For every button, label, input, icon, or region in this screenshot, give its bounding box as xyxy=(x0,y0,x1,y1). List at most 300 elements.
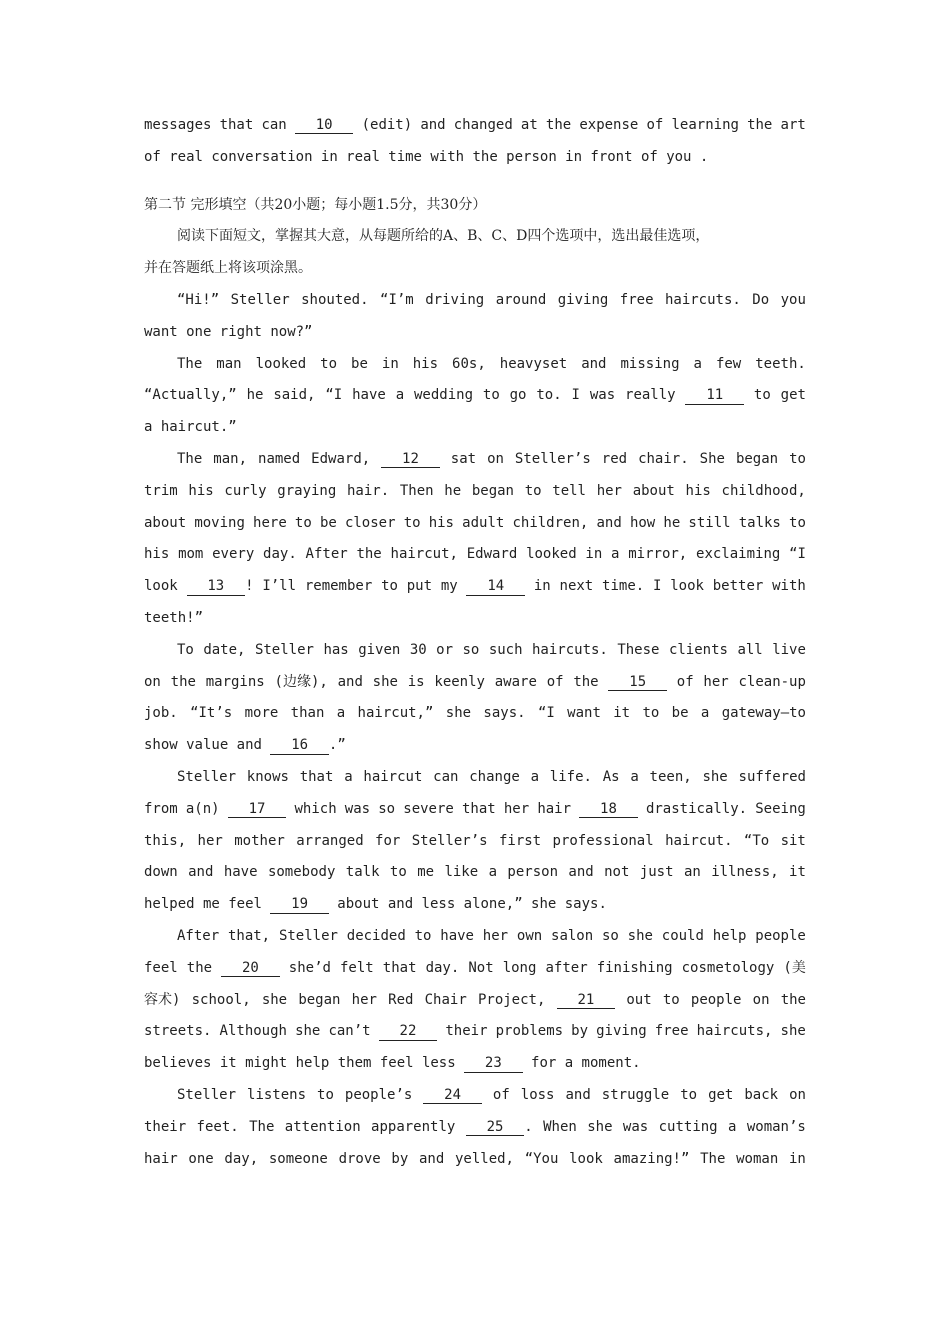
word: long xyxy=(502,959,537,976)
blank-word xyxy=(466,571,525,603)
word: that xyxy=(219,117,254,133)
word: person xyxy=(507,864,558,881)
word: adult xyxy=(462,514,505,531)
word: that xyxy=(382,959,417,976)
section-heading xyxy=(144,190,806,222)
word: to xyxy=(753,387,771,404)
word: this, xyxy=(144,832,187,849)
word: graying xyxy=(277,482,337,499)
word: how xyxy=(629,514,656,531)
word: so xyxy=(601,927,619,944)
text-line xyxy=(144,1144,806,1176)
word: changed xyxy=(453,117,513,133)
word: all xyxy=(737,641,763,658)
blank-word: 25 . xyxy=(466,1112,533,1144)
word: she xyxy=(261,991,288,1008)
word: school, xyxy=(191,991,251,1008)
word: named xyxy=(258,450,301,467)
word: “To xyxy=(743,832,770,849)
word: on xyxy=(789,1086,806,1103)
word: was xyxy=(344,800,371,817)
word: a xyxy=(530,768,540,785)
word: of xyxy=(676,673,694,690)
word: from xyxy=(144,800,178,817)
word: Edward xyxy=(466,546,518,563)
word: I’ll xyxy=(262,578,297,595)
word: it xyxy=(219,1055,237,1072)
text-line xyxy=(144,1048,806,1080)
word: The xyxy=(177,355,203,372)
word: Chair xyxy=(424,991,467,1008)
text-line xyxy=(144,921,806,953)
answer-blank: 20 xyxy=(221,961,280,977)
word: have xyxy=(352,387,386,404)
answer-blank: 16 xyxy=(270,738,329,754)
word: says. xyxy=(564,896,607,913)
word: she xyxy=(531,896,557,913)
word: every xyxy=(212,546,255,563)
text-line xyxy=(144,317,806,349)
answer-blank: 23 xyxy=(464,1056,523,1072)
word: day. xyxy=(425,959,460,976)
answer-blank: 22 xyxy=(379,1024,438,1040)
word: to xyxy=(389,864,407,881)
word: be xyxy=(319,514,337,531)
word: the xyxy=(472,148,498,165)
word: look xyxy=(569,1150,603,1167)
word: to xyxy=(294,514,312,531)
word: her xyxy=(503,800,530,817)
word: more xyxy=(244,705,279,722)
word: talk xyxy=(345,864,380,881)
word: clean-up xyxy=(738,673,806,690)
word: Seeing xyxy=(755,800,806,817)
word: want xyxy=(567,705,601,722)
word: few xyxy=(715,355,742,372)
word: Steller xyxy=(177,1086,237,1103)
word: to xyxy=(680,1086,698,1103)
word: professional xyxy=(552,832,654,849)
word: a xyxy=(728,1118,737,1135)
word: to xyxy=(482,387,500,404)
word: yelled, xyxy=(454,1150,514,1167)
word: a xyxy=(488,864,498,881)
word: than xyxy=(290,705,325,722)
word: finishing xyxy=(596,959,673,976)
word: began xyxy=(735,450,779,467)
answer-blank: 21 xyxy=(557,993,616,1009)
blank-word xyxy=(295,110,354,142)
word: a xyxy=(344,768,353,785)
word: illness, xyxy=(711,864,779,881)
word: in xyxy=(533,578,551,595)
text-line xyxy=(144,349,806,381)
word: apparently xyxy=(371,1118,456,1135)
word: After xyxy=(177,927,220,944)
word: The xyxy=(177,450,203,467)
word: she’d xyxy=(288,959,331,976)
word: of xyxy=(144,148,161,165)
word: one xyxy=(186,323,212,340)
word: a xyxy=(336,705,346,722)
word: in xyxy=(788,1150,806,1167)
word: As xyxy=(602,768,620,785)
word: Then xyxy=(399,482,434,499)
blank-word xyxy=(557,985,616,1017)
word: in xyxy=(320,148,338,165)
word: get xyxy=(780,387,806,404)
word: haircut xyxy=(363,768,423,785)
text-line xyxy=(144,142,806,174)
word: and xyxy=(581,355,607,372)
word: with xyxy=(772,578,806,595)
word: free xyxy=(654,1023,689,1040)
word: not xyxy=(604,864,630,881)
word: time xyxy=(388,148,422,165)
word: feel xyxy=(379,1055,414,1072)
document-page xyxy=(144,110,806,1175)
word: These xyxy=(617,641,660,658)
word: be xyxy=(351,355,368,372)
word: the xyxy=(170,673,196,690)
text-line xyxy=(144,380,806,412)
word: of xyxy=(640,148,658,165)
word: “It’s xyxy=(190,705,233,722)
text-line xyxy=(144,110,806,142)
word: “You xyxy=(524,1150,559,1167)
instruction-line xyxy=(144,253,806,285)
word: with xyxy=(430,148,465,165)
word: have xyxy=(440,927,474,944)
word: haircut. xyxy=(665,832,733,849)
word: value xyxy=(186,737,229,754)
word: on xyxy=(144,673,161,690)
word: change xyxy=(469,768,520,785)
word: a xyxy=(693,355,702,372)
word: help xyxy=(712,927,747,944)
word: for xyxy=(375,832,401,849)
word: about xyxy=(337,896,380,913)
word: at xyxy=(520,117,538,133)
word: (美 xyxy=(783,959,806,976)
word: to xyxy=(381,578,398,595)
word: a xyxy=(611,546,620,563)
word: says. xyxy=(483,705,526,722)
word: go xyxy=(509,387,527,404)
word: salon xyxy=(551,927,594,944)
word: feel xyxy=(228,896,262,913)
word: a xyxy=(630,768,639,785)
text-line xyxy=(144,285,806,317)
text-line xyxy=(144,953,806,985)
word: haircuts. xyxy=(532,641,608,658)
word: After xyxy=(305,546,348,563)
blank-word xyxy=(270,889,329,921)
word: moving xyxy=(194,514,245,531)
word: closer xyxy=(344,514,396,531)
answer-blank: 24 xyxy=(423,1088,482,1104)
word: haircut.” xyxy=(160,419,237,436)
text-line xyxy=(144,762,806,794)
word: show xyxy=(144,737,178,754)
word: sat xyxy=(450,450,477,467)
word: arranged xyxy=(296,832,364,849)
word: he xyxy=(246,387,264,404)
word: was xyxy=(589,387,616,404)
word: people xyxy=(755,927,806,944)
word: helped xyxy=(144,896,195,913)
word: and xyxy=(387,896,414,913)
word: to xyxy=(642,705,660,722)
word: tell xyxy=(552,482,586,499)
word: can xyxy=(433,768,459,785)
word: he xyxy=(444,482,462,499)
word: for xyxy=(531,1055,557,1072)
word: suffered xyxy=(738,768,806,785)
word: live xyxy=(772,641,806,658)
word: she xyxy=(780,1023,806,1040)
blank-word: 13 ! xyxy=(187,571,254,603)
word: just xyxy=(639,864,674,881)
word: here xyxy=(253,514,287,531)
blank-word xyxy=(464,1048,523,1080)
word: keenly xyxy=(434,673,485,690)
word: mirror, xyxy=(628,546,688,563)
word: remember xyxy=(304,578,373,595)
word: haircuts. xyxy=(664,291,741,308)
word: talks xyxy=(738,514,781,531)
word: day, xyxy=(224,1150,259,1167)
word: teeth!” xyxy=(144,609,204,626)
word: margins xyxy=(205,673,265,690)
word: his xyxy=(412,355,439,372)
word: is xyxy=(407,673,425,690)
word: an xyxy=(683,864,701,881)
word: haircut,” xyxy=(357,705,434,722)
word: their xyxy=(144,1118,187,1135)
word: learning xyxy=(671,117,739,133)
instruction-line xyxy=(144,221,806,253)
word: clients xyxy=(668,641,728,658)
text-line xyxy=(144,698,806,730)
word: about xyxy=(144,514,187,531)
word: one xyxy=(188,1150,214,1167)
instruction-text: 并在答题纸上将该项涂黑。 xyxy=(144,260,312,277)
word: the xyxy=(545,117,572,133)
word: missing xyxy=(620,355,680,372)
word: back xyxy=(744,1086,779,1103)
word: a(n) xyxy=(185,800,220,817)
word: in xyxy=(565,148,582,165)
word: them xyxy=(337,1055,372,1072)
word: she xyxy=(295,1023,321,1040)
word: has xyxy=(323,641,349,658)
word: feet. xyxy=(196,1118,239,1135)
word: a xyxy=(564,1055,574,1072)
word: “I’m xyxy=(380,291,414,308)
text-line xyxy=(144,444,806,476)
blank-word xyxy=(228,794,287,826)
text-line xyxy=(144,635,806,667)
text-line xyxy=(144,1080,806,1112)
word: began xyxy=(471,482,514,499)
word: look xyxy=(144,578,178,595)
word: shouted. xyxy=(301,291,369,308)
word: (边缘), xyxy=(274,673,328,690)
word: man, xyxy=(213,450,248,467)
word: art xyxy=(780,117,806,133)
word: down xyxy=(144,864,178,881)
word: to xyxy=(789,450,806,467)
word: you xyxy=(780,291,806,308)
word: to xyxy=(414,927,432,944)
word: less xyxy=(421,896,456,913)
word: right xyxy=(219,323,262,340)
word: gateway—to xyxy=(721,705,806,722)
word: expense xyxy=(579,117,639,133)
word: to. xyxy=(536,387,562,404)
word: on xyxy=(752,991,770,1008)
word: drove xyxy=(338,1150,381,1167)
text-line xyxy=(144,1016,806,1048)
word: loss xyxy=(520,1086,555,1103)
word: I xyxy=(652,578,662,595)
word: mother xyxy=(234,832,285,849)
text-line xyxy=(144,794,806,826)
word: my xyxy=(440,578,458,595)
word: look xyxy=(670,578,704,595)
word: drastically. xyxy=(645,800,748,817)
word: or xyxy=(436,641,454,658)
word: “Hi!” xyxy=(177,291,220,308)
word: about xyxy=(632,482,675,499)
blank-word xyxy=(608,667,667,699)
word: after xyxy=(545,959,588,976)
word: She xyxy=(699,450,725,467)
text-line xyxy=(144,603,806,635)
word: conversation xyxy=(211,148,313,165)
word: Project, xyxy=(477,991,546,1008)
word: might xyxy=(245,1055,288,1072)
word: The xyxy=(249,1118,275,1135)
word: the xyxy=(186,959,213,976)
word: felt xyxy=(340,959,374,976)
word: When xyxy=(543,1118,577,1135)
word: and xyxy=(420,117,446,133)
word: he xyxy=(663,514,681,531)
word: given xyxy=(358,641,401,658)
word: such xyxy=(488,641,523,658)
word: that, xyxy=(227,927,271,944)
word: and xyxy=(568,864,594,881)
word: she xyxy=(627,927,653,944)
word: the xyxy=(356,546,382,563)
word: red xyxy=(601,450,628,467)
word: their xyxy=(445,1023,488,1040)
answer-blank: 18 xyxy=(579,802,638,818)
text-line xyxy=(144,985,806,1017)
answer-blank: 15 xyxy=(608,675,667,691)
blank-word xyxy=(381,444,440,476)
word: feel xyxy=(144,959,178,976)
word: listens xyxy=(247,1086,307,1103)
word: giving xyxy=(557,291,609,308)
word: a xyxy=(395,387,405,404)
word: giving xyxy=(596,1023,647,1040)
word: job. xyxy=(144,705,178,722)
word: man xyxy=(216,355,242,372)
word: to xyxy=(403,514,421,531)
word: Do xyxy=(752,291,770,308)
section-heading-text: 第二节 完形填空（共20小题；每小题1.5分，共30分） xyxy=(144,196,487,213)
word: free xyxy=(619,291,654,308)
word: believes xyxy=(144,1055,212,1072)
word: by xyxy=(391,1150,409,1167)
word: get xyxy=(708,1086,734,1103)
word: amazing!” xyxy=(613,1150,690,1167)
text-line xyxy=(144,826,806,858)
word: trim xyxy=(144,482,178,499)
word: put xyxy=(406,578,433,595)
word: want xyxy=(144,323,178,340)
text-line xyxy=(144,539,806,571)
answer-blank: 25 xyxy=(466,1120,525,1136)
word: can’t xyxy=(328,1023,371,1040)
word: . xyxy=(699,148,709,165)
word: date, xyxy=(203,641,246,658)
word: curly xyxy=(224,482,267,499)
word: Steller xyxy=(254,641,314,658)
word: could xyxy=(661,927,704,944)
word: and xyxy=(565,1086,591,1103)
word: the xyxy=(573,673,599,690)
word: Steller’s xyxy=(514,450,591,467)
word: better xyxy=(712,578,764,595)
word: woman’s xyxy=(746,1118,806,1135)
word: alone,” xyxy=(463,896,523,913)
word: a xyxy=(700,705,710,722)
word: around xyxy=(495,291,547,308)
word: Steller’s xyxy=(411,832,488,849)
word: children, xyxy=(512,514,589,531)
word: The xyxy=(700,1150,726,1167)
word: she xyxy=(445,705,472,722)
word: cosmetology xyxy=(681,959,775,976)
word: driving xyxy=(425,291,485,308)
word: and xyxy=(337,673,363,690)
word: “Actually,” xyxy=(144,387,237,404)
word: “I xyxy=(537,705,555,722)
word: was xyxy=(622,1118,649,1135)
word: teeth. xyxy=(755,355,806,372)
word: streets. xyxy=(144,1023,212,1040)
word: To xyxy=(177,641,194,658)
word: which xyxy=(294,800,337,817)
word: her xyxy=(596,482,622,499)
word: it xyxy=(789,864,806,881)
word: the xyxy=(780,991,806,1008)
answer-blank: 17 xyxy=(228,802,287,818)
word: looked xyxy=(526,546,577,563)
word: chair. xyxy=(638,450,689,467)
word: wedding xyxy=(414,387,474,404)
word: be xyxy=(671,705,689,722)
word: Steller xyxy=(177,768,237,785)
word: that xyxy=(299,768,334,785)
word: out xyxy=(626,991,652,1008)
blank-word xyxy=(423,1080,482,1112)
word: somebody xyxy=(267,864,336,881)
